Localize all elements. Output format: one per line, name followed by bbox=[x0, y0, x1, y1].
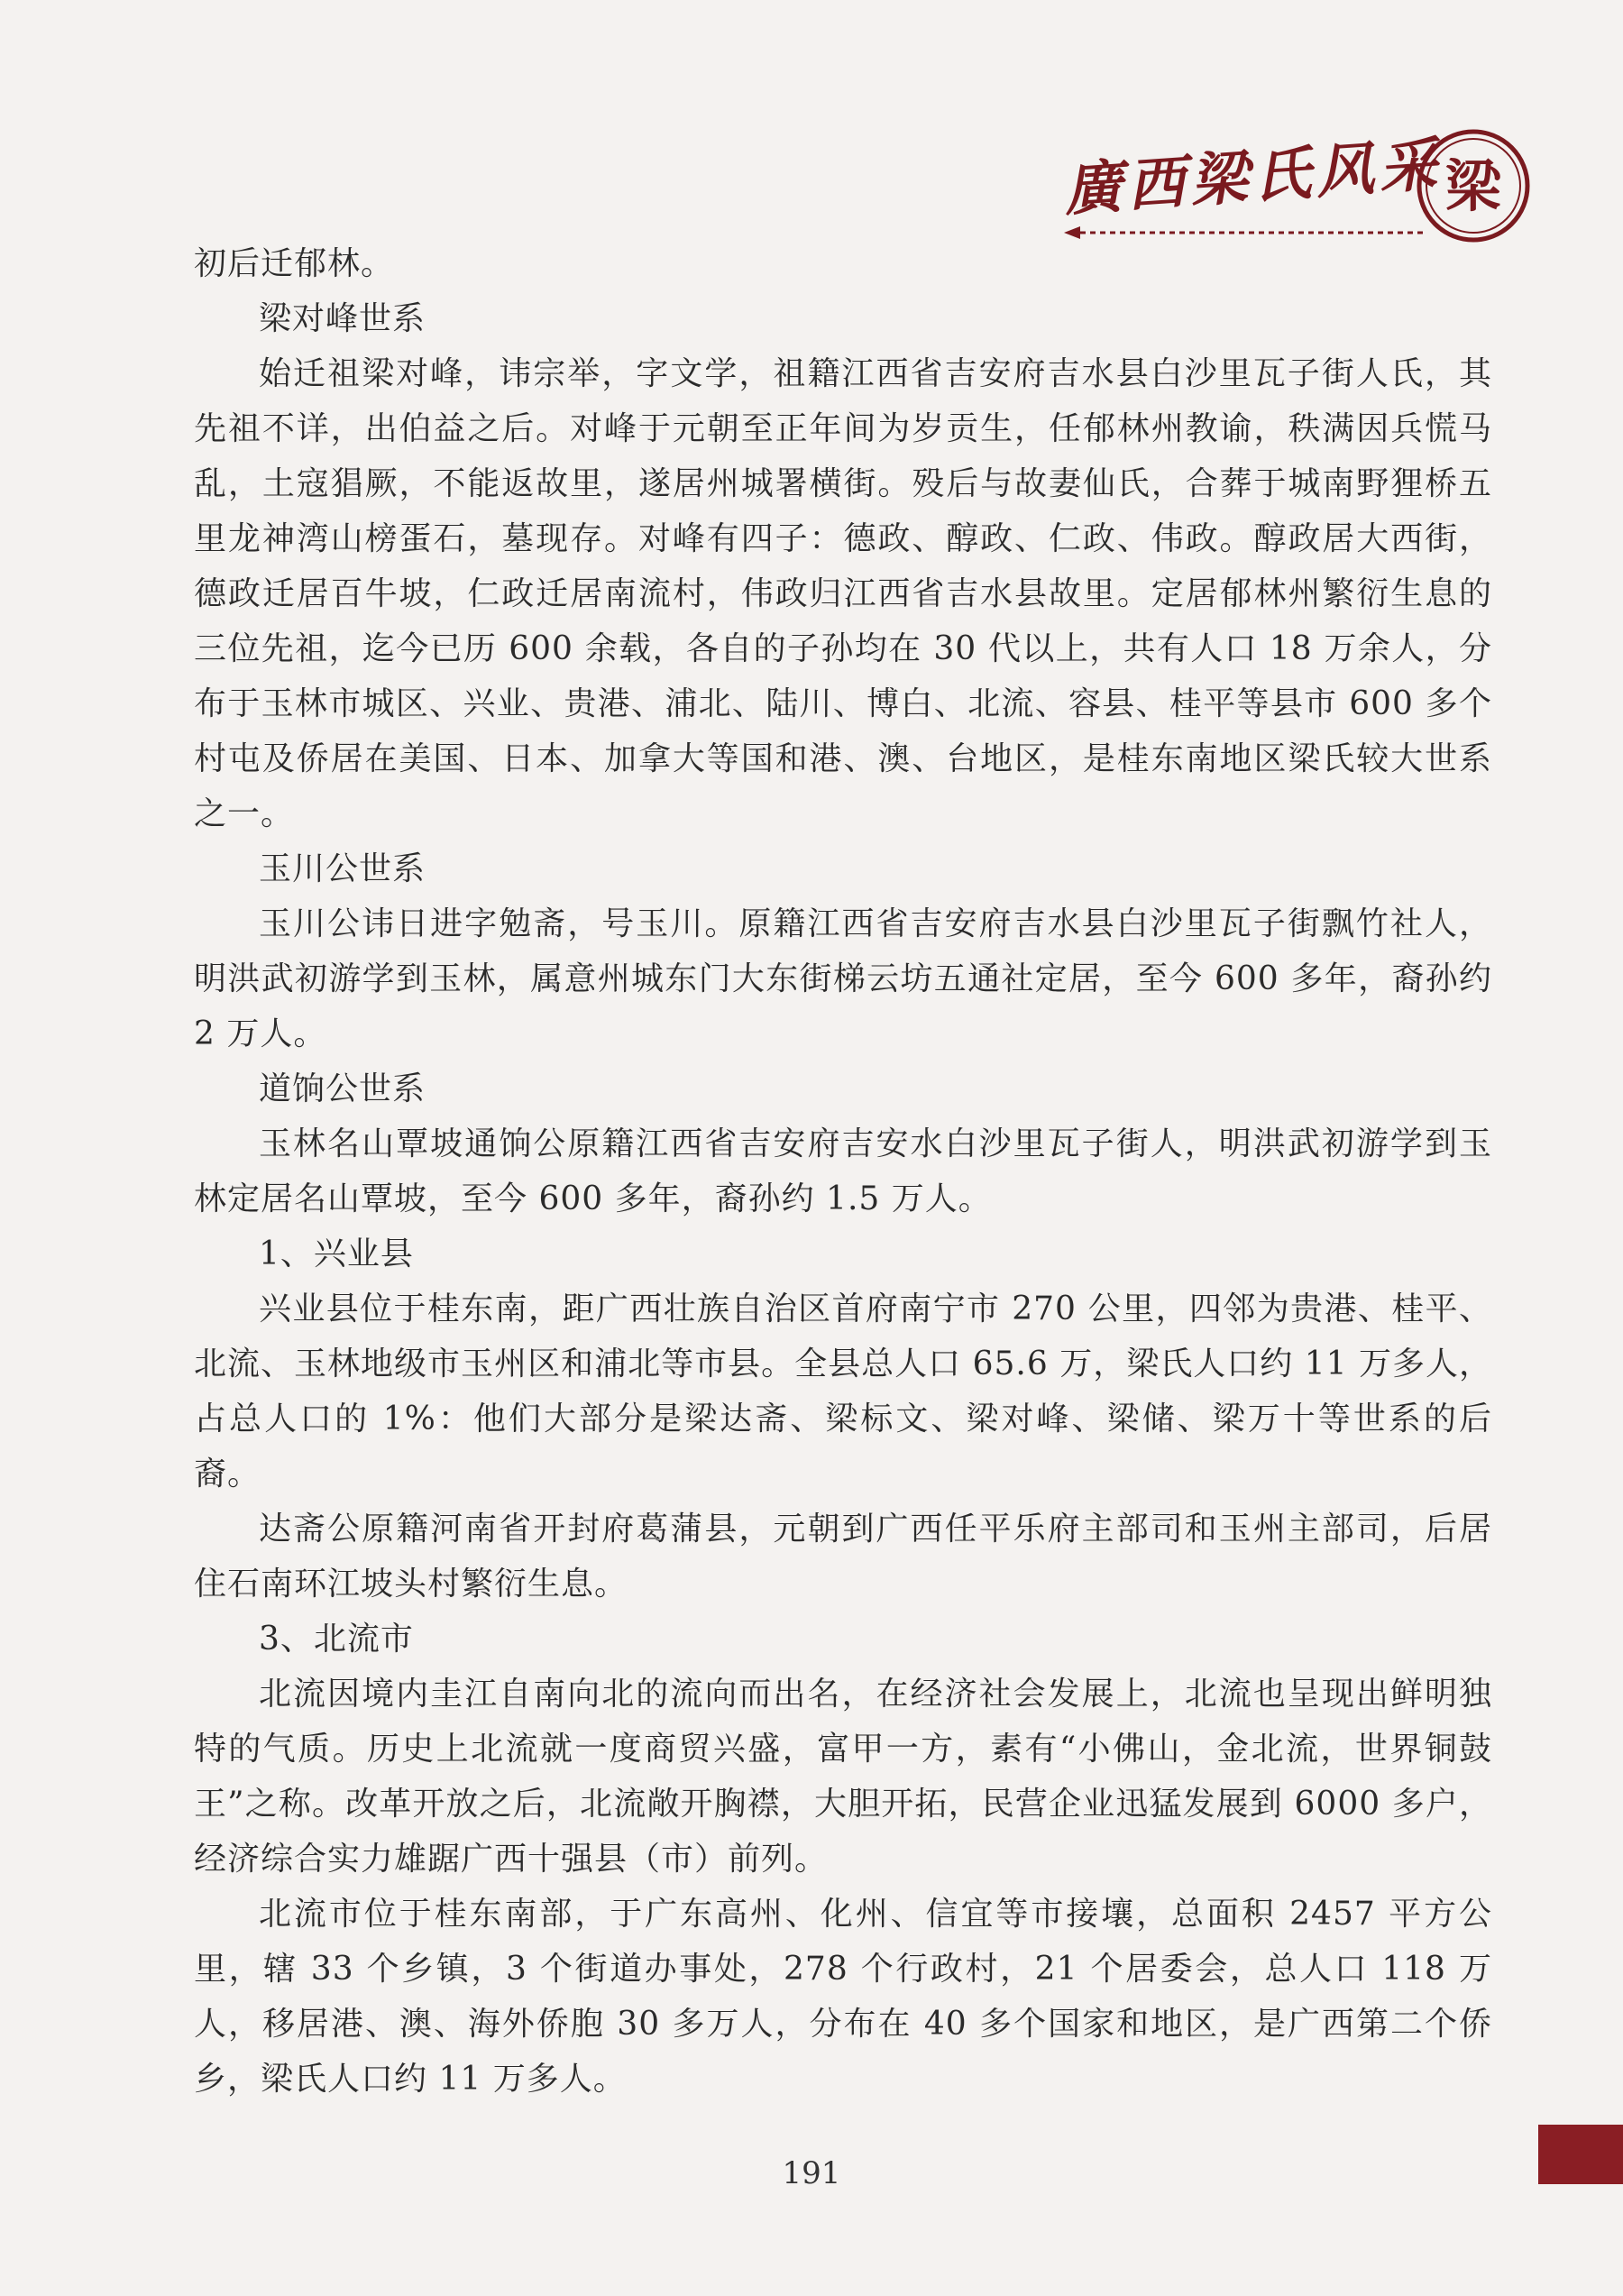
paragraph: 玉川公讳日进字勉斋，号玉川。原籍江西省吉安府吉水县白沙里瓦子街飘竹社人，明洪武初游学到玉林，属意州城东门大东街梯云坊五通社定居，至今 600 多年，裔孙约 2 万人。 bbox=[194, 905, 1492, 1052]
paragraph: 1、兴业县 bbox=[259, 1235, 414, 1272]
page-header bbox=[1061, 126, 1533, 253]
paragraph: 玉川公世系 bbox=[259, 850, 426, 887]
paragraph: 道饷公世系 bbox=[259, 1070, 426, 1107]
body-text bbox=[194, 236, 1492, 2107]
paragraph: 北流市位于桂东南部，于广东高州、化州、信宜等市接壤，总面积 2457 平方公里，辖 33 个乡镇，3 个街道办事处，278 个行政村，21 个居委会，总人口 118 万人，移居港、澳、海外侨胞 30 多万人，分布在 40 多个国家和地区，是广西第二个侨乡，梁氏人口约 11 万多人。 bbox=[194, 1896, 1492, 2098]
paragraph: 达斋公原籍河南省开封府葛蒲县，元朝到广西任平乐府主部司和玉州主部司，后居住石南环江坡头村繁衍生息。 bbox=[194, 1511, 1492, 1603]
paragraph: 兴业县位于桂东南，距广西壮族自治区首府南宁市 270 公里，四邻为贵港、桂平、北流、玉林地级市玉州区和浦北等市县。全县总人口 65.6 万，梁氏人口约 11 万多人，占总人口的 1%：他们大部分是梁达斋、梁标文、梁对峰、梁储、梁万十等世系的后裔。 bbox=[194, 1290, 1492, 1492]
brand-title: 廣西梁氏风采 bbox=[1061, 130, 1444, 225]
paragraph: 初后迁郁林。 bbox=[194, 245, 395, 282]
page-number: 191 bbox=[782, 2155, 841, 2191]
paragraph: 3、北流市 bbox=[259, 1621, 414, 1658]
seal-logo-icon bbox=[1414, 126, 1533, 245]
paragraph: 始迁祖梁对峰，讳宗举，字文学，祖籍江西省吉安府吉水县白沙里瓦子街人氏，其先祖不详，出伯益之后。对峰于元朝至正年间为岁贡生，任郁林州教谕，秩满因兵慌马乱，土寇猖厥，不能返故里，遂居州城署横街。殁后与故妻仙氏，合葬于城南野狸桥五里龙神湾山榜蛋石，墓现存。对峰有四子：德政、醇政、仁政、伟政。醇政居大西街，德政迁居百牛坡，仁政迁居南流村，伟政归江西省吉水县故里。定居郁林州繁衍生息的三位先祖，迄今已历 600 余载，各自的子孙均在 30 代以上，共有人口 18 万余人，分布于玉林市城区、兴业、贵港、浦北、陆川、博白、北流、容县、桂平等县市 600 多个村屯及侨居在美国、日本、加拿大等国和港、澳、台地区，是桂东南地区梁氏较大世系之一。 bbox=[194, 355, 1492, 832]
paragraph: 北流因境内圭江自南向北的流向而出名，在经济社会发展上，北流也呈现出鲜明独特的气质。历史上北流就一度商贸兴盛，富甲一方，素有“小佛山，金北流，世界铜鼓王”之称。改革开放之后，北流敞开胸襟，大胆开拓，民营企业迅猛发展到 6000 多户，经济综合实力雄踞广西十强县（市）前列。 bbox=[194, 1676, 1492, 1878]
paragraph: 梁对峰世系 bbox=[259, 300, 426, 337]
paragraph: 玉林名山覃坡通饷公原籍江西省吉安府吉安水白沙里瓦子街人，明洪武初游学到玉林定居名山覃坡，至今 600 多年，裔孙约 1.5 万人。 bbox=[194, 1125, 1492, 1217]
svg-text:梁: 梁 bbox=[1444, 153, 1502, 219]
edge-tab bbox=[1538, 2125, 1623, 2184]
